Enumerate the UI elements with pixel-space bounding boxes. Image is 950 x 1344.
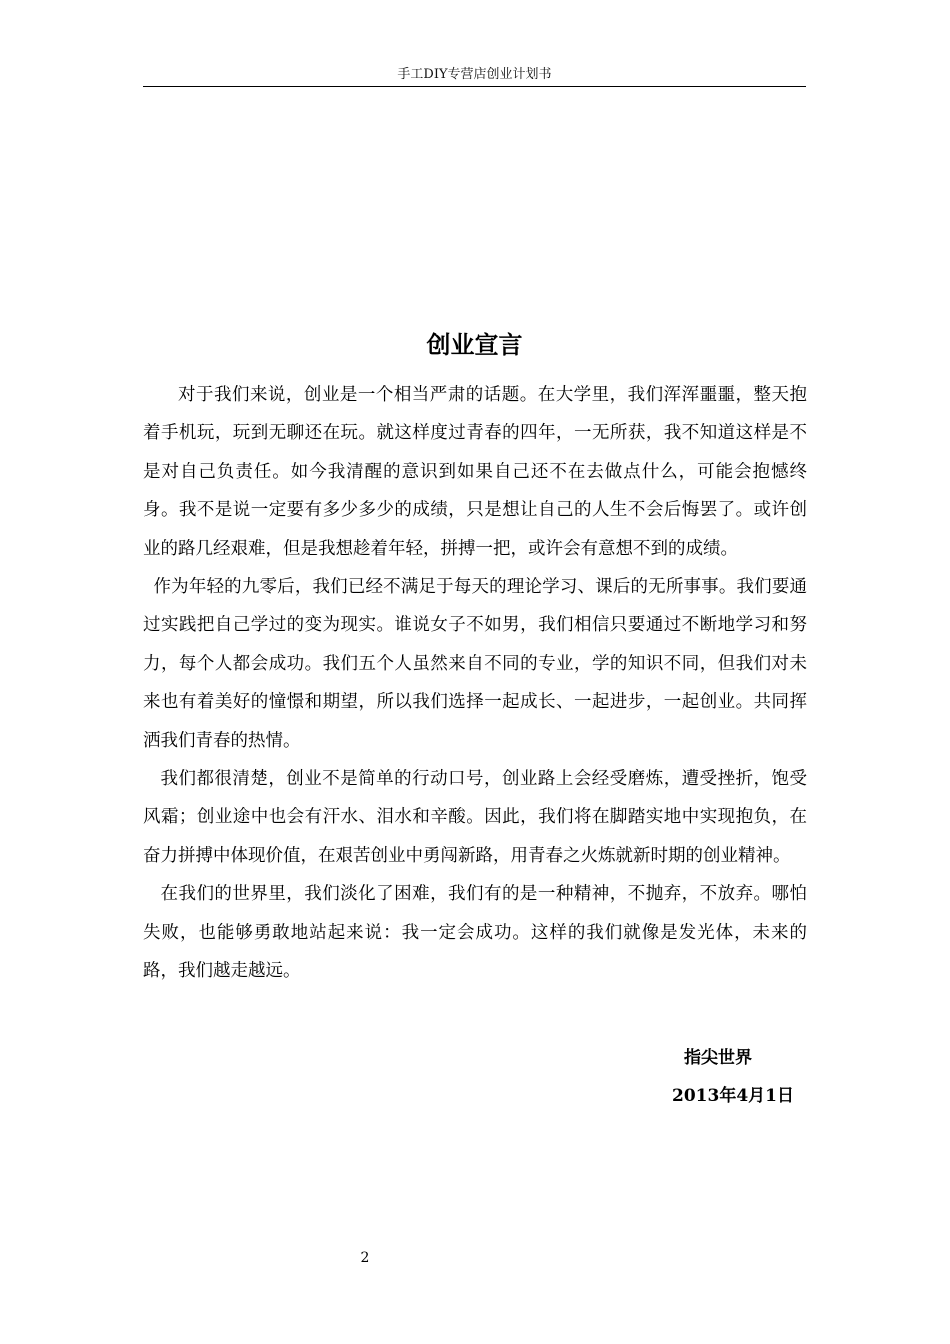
- signature-date: 2013年4月1日: [672, 1086, 794, 1106]
- header-divider: [143, 86, 806, 87]
- running-header: 手工DIY专营店创业计划书: [397, 67, 552, 82]
- paragraph-2: 作为年轻的九零后，我们已经不满足于每天的理论学习、课后的无所事事。我们要通过实践把自己学过的变为现实。谁说女子不如男，我们相信只要通过不断地学习和努力，每个人都会成功。我们五个人虽然来自不同的专业，学的知识不同，但我们对未来也有着美好的憧憬和期望，所以我们选择一起成长、一起进步，一起创业。共同挥洒我们青春的热情。: [143, 577, 807, 751]
- section-title: 创业宣言: [426, 331, 523, 359]
- page-number: 2: [360, 1250, 370, 1266]
- paragraph-1: 对于我们来说，创业是一个相当严肃的话题。在大学里，我们浑浑噩噩，整天抱着手机玩，玩到无聊还在玩。就这样度过青春的四年，一无所获，我不知道这样是不是对自己负责任。如今我清醒的意识到如果自己还不在去做点什么，可能会抱憾终身。我不是说一定要有多少多少的成绩，只是想让自己的人生不会后悔罢了。或许创业的路几经艰难，但是我想趁着年轻，拼搏一把，或许会有意想不到的成绩。: [143, 385, 807, 559]
- paragraph-4: 在我们的世界里，我们淡化了困难，我们有的是一种精神，不抛弃，不放弃。哪怕失败，也能够勇敢地站起来说：我一定会成功。这样的我们就像是发光体，未来的路，我们越走越远。: [143, 884, 807, 982]
- signature: 指尖世界: [684, 1048, 752, 1068]
- paragraph-3: 我们都很清楚，创业不是简单的行动口号，创业路上会经受磨炼，遭受挫折，饱受风霜；创业途中也会有汗水、泪水和辛酸。因此，我们将在脚踏实地中实现抱负，在奋力拼搏中体现价值，在艰苦创业中勇闯新路，用青春之火炼就新时期的创业精神。: [143, 769, 807, 866]
- body-text: [143, 376, 807, 991]
